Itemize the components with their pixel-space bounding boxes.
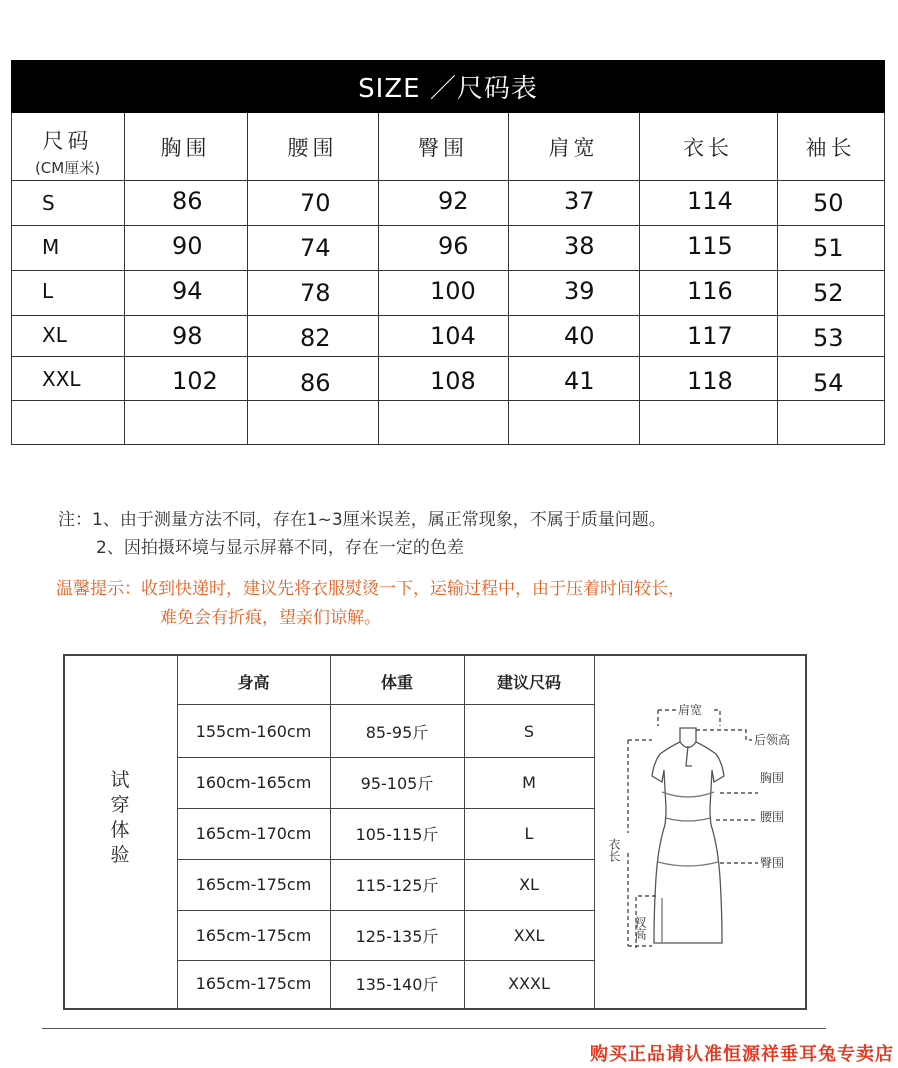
size-value: 53 <box>813 323 844 352</box>
fit-size: XXL <box>513 925 545 945</box>
tip-line-2: 难免会有折痕，望亲们谅解。 <box>160 608 381 628</box>
dress-illustration <box>652 728 724 943</box>
fit-size: M <box>522 773 536 792</box>
shop-name: 购买正品请认准恒源祥垂耳兔专卖店 <box>590 1044 894 1065</box>
size-value: 94 <box>172 276 203 305</box>
size-value: 118 <box>687 366 733 395</box>
size-value: 82 <box>300 323 331 352</box>
fit-header-size: 建议尺码 <box>496 672 561 692</box>
size-value: 39 <box>564 276 595 305</box>
size-value: 78 <box>300 278 331 307</box>
fit-size: L <box>524 824 534 843</box>
size-value: 114 <box>687 186 733 215</box>
diagram-label-waist: 腰围 <box>760 810 785 824</box>
size-value: 40 <box>564 321 595 350</box>
diagram-label-chest: 胸围 <box>760 771 785 785</box>
fit-weight: 85-95斤 <box>365 722 429 742</box>
size-value: 117 <box>687 321 733 350</box>
size-value: 116 <box>687 276 733 305</box>
diagram-label-length: 衣长 <box>607 838 621 862</box>
fit-weight: 95-105斤 <box>360 774 434 793</box>
fit-weight: 135-140斤 <box>355 974 439 994</box>
diagram-label-slit: 衩高 <box>633 916 647 940</box>
size-value: 92 <box>438 186 469 215</box>
note-line-2: 2、因拍摄环境与显示屏幕不同，存在一定的色差 <box>96 538 464 558</box>
note-line-1: 注：1、由于测量方法不同，存在1~3厘米误差，属正常现象，不属于质量问题。 <box>58 510 666 530</box>
size-value: 108 <box>430 366 476 395</box>
fit-header-weight: 体重 <box>380 672 413 692</box>
fit-size: XXXL <box>508 973 550 993</box>
size-label: S <box>42 190 55 215</box>
fit-side-label <box>100 768 140 868</box>
fit-height: 160cm-165cm <box>195 773 312 792</box>
fit-height: 165cm-175cm <box>195 875 312 894</box>
size-label: XL <box>42 322 67 347</box>
size-value: 98 <box>172 321 203 350</box>
fit-height: 165cm-170cm <box>195 824 312 843</box>
header-chest: 胸围 <box>160 135 211 160</box>
size-value: 102 <box>172 366 218 395</box>
size-value: 100 <box>430 276 476 305</box>
size-value: 104 <box>430 321 476 350</box>
footer-divider <box>42 1028 826 1029</box>
size-value: 90 <box>172 231 203 260</box>
size-value: 50 <box>813 188 844 217</box>
header-sleeve: 袖长 <box>805 135 856 160</box>
fit-weight: 105-115斤 <box>355 825 439 844</box>
size-value: 86 <box>172 186 203 215</box>
size-value: 54 <box>813 368 844 397</box>
diagram-label-shoulder: 肩宽 <box>678 703 703 717</box>
size-value: 52 <box>813 278 844 307</box>
size-value: 37 <box>564 186 595 215</box>
header-size: 尺码 <box>42 129 93 153</box>
size-label: M <box>42 234 60 259</box>
fit-size: XL <box>519 875 539 894</box>
header-size-unit: (CM厘米) <box>34 159 101 177</box>
size-value: 74 <box>300 233 331 262</box>
fit-height: 165cm-175cm <box>195 973 312 993</box>
size-label: L <box>42 278 54 303</box>
size-value: 115 <box>687 231 733 260</box>
header-shoulder: 肩宽 <box>548 135 599 160</box>
size-value: 86 <box>300 368 331 397</box>
size-chart-title: SIZE ／尺码表 <box>11 60 885 113</box>
diagram-label-hip: 臀围 <box>760 856 785 870</box>
header-waist: 腰围 <box>287 135 338 160</box>
fit-side-text: 试 穿 体 验 <box>110 769 130 866</box>
size-value: 51 <box>813 233 844 262</box>
fit-weight: 125-135斤 <box>355 926 439 946</box>
fit-header-height: 身高 <box>237 672 270 692</box>
header-hip: 臀围 <box>418 135 468 160</box>
fit-height: 165cm-175cm <box>195 925 312 945</box>
diagram-label-collar: 后领高 <box>754 733 791 747</box>
fit-weight: 115-125斤 <box>355 876 439 895</box>
fit-size: S <box>523 721 535 741</box>
size-value: 70 <box>300 188 331 217</box>
header-length: 衣长 <box>683 135 733 160</box>
size-label: XXL <box>42 366 81 391</box>
size-value: 38 <box>564 231 595 260</box>
size-value: 41 <box>564 366 595 395</box>
tip-line-1: 温馨提示：收到快递时，建议先将衣服熨烫一下，运输过程中，由于压着时间较长， <box>56 579 685 599</box>
dress-diagram <box>596 658 805 1006</box>
size-value: 96 <box>438 231 469 260</box>
fit-height: 155cm-160cm <box>195 721 312 741</box>
